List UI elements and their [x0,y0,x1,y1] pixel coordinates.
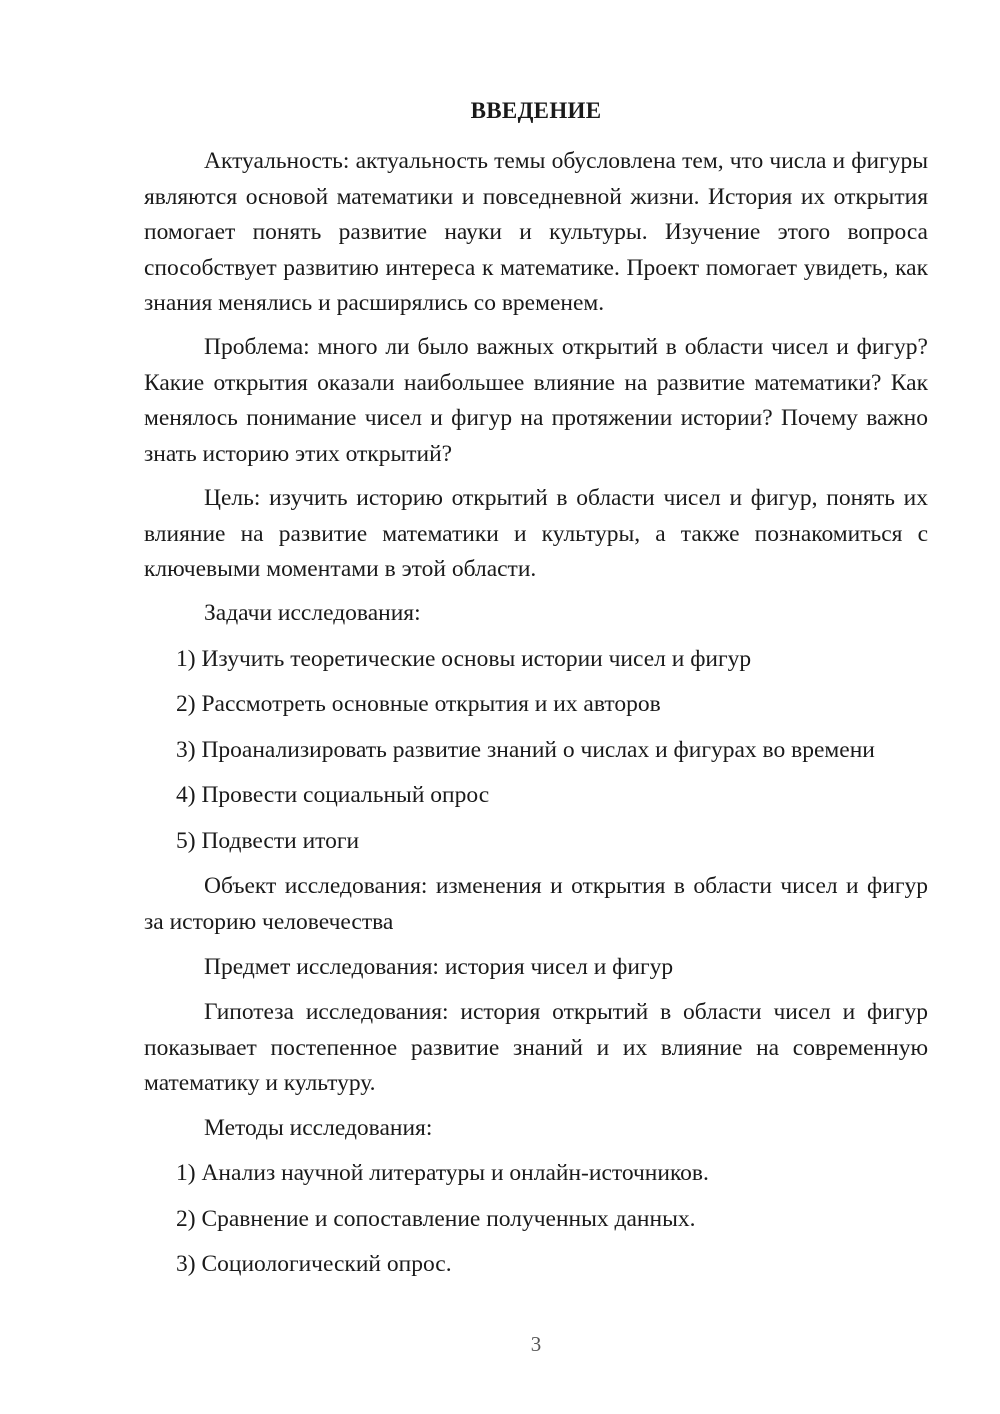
object-paragraph: Объект исследования: изменения и открытия в области чисел и фигур за историю человечества [144,873,928,935]
task-item-1: 1) Изучить теоретические основы истории чисел и фигур [176,646,752,672]
task-item-5: 5) Подвести итоги [176,828,360,854]
tasks-heading: Задачи исследования: [204,600,421,626]
methods-heading: Методы исследования: [204,1115,433,1141]
task-item-3: 3) Проанализировать развитие знаний о числах и фигурах во времени [176,737,875,763]
section-title: ВВЕДЕНИЕ [470,98,602,123]
page-number: 3 [530,1332,542,1356]
task-item-4: 4) Провести социальный опрос [176,782,490,808]
task-item-2: 2) Рассмотреть основные открытия и их авторов [176,691,661,717]
hypothesis-paragraph: Гипотеза исследования: история открытий в области чисел и фигур показывает постепенное развитие знаний и их влияние на современную математику и культуру. [144,999,928,1096]
goal-paragraph: Цель: изучить историю открытий в области чисел и фигур, понять их влияние на развитие математики и культуры, а также познакомиться с ключевыми моментами в этой области. [144,485,928,582]
subject-paragraph: Предмет исследования: история чисел и фигур [204,954,674,980]
problem-paragraph: Проблема: много ли было важных открытий в области чисел и фигур? Какие открытия оказали наибольшее влияние на развитие математики? Как менялось понимание чисел и фигур на протяжении истории? Почему важно знать историю этих открытий? [144,334,928,467]
method-item-1: 1) Анализ научной литературы и онлайн-источников. [176,1160,709,1186]
method-item-2: 2) Сравнение и сопоставление полученных данных. [176,1206,696,1232]
method-item-3: 3) Социологический опрос. [176,1251,452,1277]
relevance-paragraph: Актуальность: актуальность темы обусловлена тем, что числа и фигуры являются основой математики и повседневной жизни. История их открытия помогает понять развитие науки и культуры. Изучение этого вопроса способствует развитию интереса к математике. Проект помогает увидеть, как знания менялись и расширялись со временем. [144,148,928,316]
